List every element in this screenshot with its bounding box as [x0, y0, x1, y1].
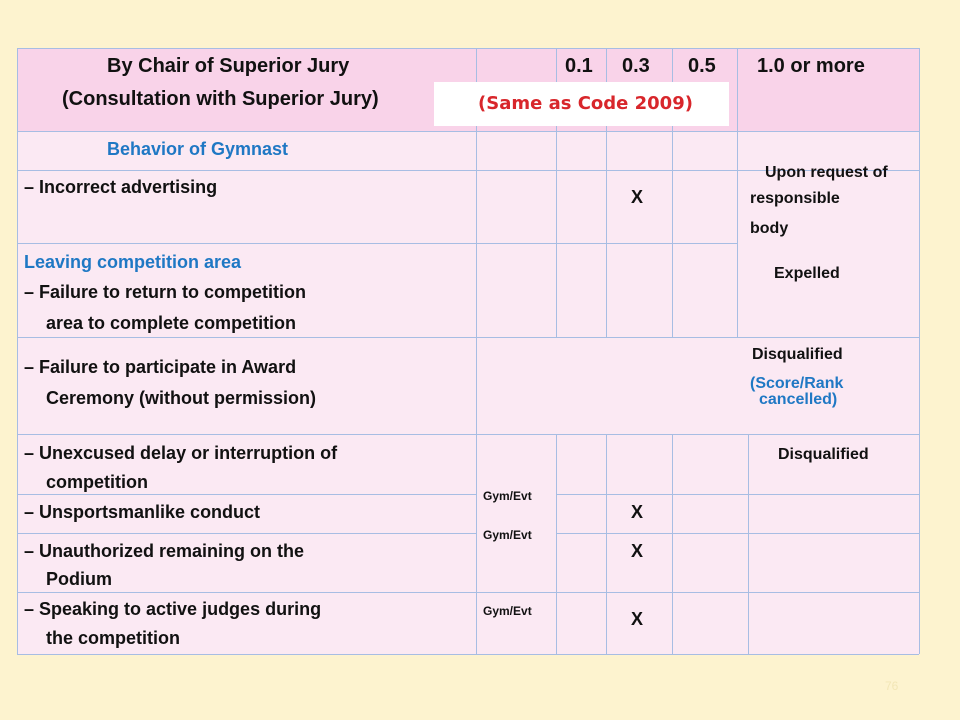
same-as-code-text: (Same as Code 2009) [478, 93, 693, 114]
award-note-line1: Disqualified [752, 346, 843, 363]
grid-line [17, 131, 919, 132]
grid-line [17, 494, 476, 495]
x-mark: X [631, 609, 644, 629]
podium-line1: – Unauthorized remaining on the [24, 541, 305, 561]
grid-line [556, 494, 919, 495]
behavior-title: Behavior of Gymnast [107, 139, 289, 159]
award-note-line3: cancelled) [759, 391, 838, 408]
leaving-line1: – Failure to return to competition [24, 282, 307, 302]
grid-line [556, 434, 557, 654]
delay-note: Disqualified [778, 446, 869, 463]
grid-line [17, 533, 476, 534]
header-penalty-0-3: 0.3 [622, 55, 650, 77]
grid-line [17, 243, 737, 244]
grid-line [17, 434, 919, 435]
x-mark: X [631, 502, 644, 522]
gym-evt-label: Gym/Evt [483, 528, 532, 542]
header-title-line2: (Consultation with Superior Jury) [62, 88, 379, 110]
header-penalty-0-1: 0.1 [565, 55, 593, 77]
x-mark: X [631, 541, 644, 561]
grid-line [17, 48, 18, 654]
header-penalty-0-5: 0.5 [688, 55, 716, 77]
grid-line [919, 48, 920, 654]
unsportsmanlike-label: – Unsportsmanlike conduct [24, 502, 261, 522]
delay-line2: competition [46, 472, 148, 492]
speaking-line2: the competition [46, 628, 180, 648]
grid-line [17, 592, 919, 593]
advertising-note-line3: body [750, 220, 789, 237]
advertising-note-line1: Upon request of [765, 164, 888, 181]
grid-line [17, 654, 919, 655]
grid-line [737, 48, 738, 338]
gym-evt-label: Gym/Evt [483, 489, 532, 503]
award-line2: Ceremony (without permission) [46, 388, 317, 408]
same-as-code-label [434, 82, 729, 126]
advertising-note-line2: responsible [750, 190, 840, 207]
advertising-label: – Incorrect advertising [24, 177, 218, 197]
header-title-line1: By Chair of Superior Jury [107, 55, 350, 77]
page-number: 76 [885, 679, 899, 693]
award-note-line2: (Score/Rank [750, 375, 844, 392]
delay-line1: – Unexcused delay or interruption of [24, 443, 338, 463]
leaving-note: Expelled [774, 265, 840, 282]
award-line1: – Failure to participate in Award [24, 357, 297, 377]
leaving-title: Leaving competition area [24, 252, 242, 272]
grid-line [476, 48, 477, 654]
grid-line [606, 434, 607, 654]
speaking-line1: – Speaking to active judges during [24, 599, 322, 619]
grid-line [556, 533, 919, 534]
grid-line [672, 434, 673, 654]
podium-line2: Podium [46, 569, 112, 589]
gym-evt-label: Gym/Evt [483, 604, 532, 618]
grid-line [748, 434, 749, 654]
leaving-line2: area to complete competition [46, 313, 297, 333]
grid-line [17, 337, 919, 338]
header-penalty-1-0-or-more: 1.0 or more [757, 55, 865, 77]
x-mark: X [631, 187, 644, 207]
grid-line [17, 48, 919, 49]
